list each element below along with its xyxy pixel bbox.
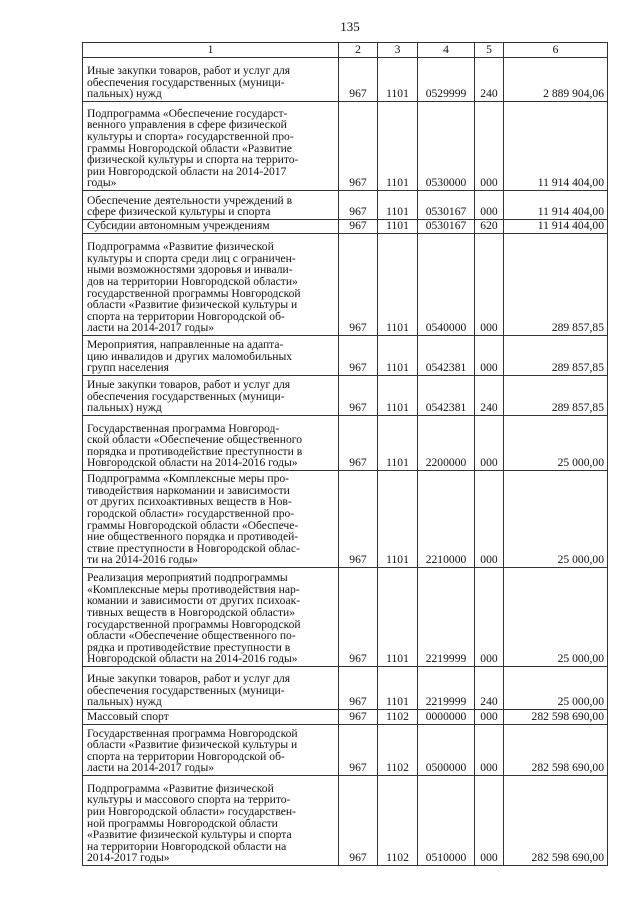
row-code-2: 967: [339, 220, 378, 234]
table-body: [83, 58, 608, 866]
row-code-2: 967: [339, 725, 378, 776]
table-row: [83, 725, 608, 776]
row-code-3: 1102: [378, 725, 418, 776]
row-code-5: 000: [475, 776, 504, 866]
table-row: [83, 234, 608, 336]
row-code-3: 1101: [378, 667, 418, 710]
row-code-3: 1101: [378, 220, 418, 234]
row-code-2: 967: [339, 102, 378, 191]
row-code-3: 1101: [378, 58, 418, 102]
row-code-2: 967: [339, 667, 378, 710]
row-code-4: 2219999: [418, 568, 475, 667]
table-row: [83, 191, 608, 220]
table-header: [83, 43, 608, 58]
row-code-2: 967: [339, 710, 378, 725]
header-col-2: 2: [339, 43, 378, 58]
row-code-2: 967: [339, 568, 378, 667]
budget-table: [82, 42, 608, 866]
row-amount: 11 914 404,00: [504, 102, 608, 191]
row-amount: 25 000,00: [504, 416, 608, 471]
row-code-2: 967: [339, 376, 378, 416]
row-code-5: 000: [475, 102, 504, 191]
row-code-5: 000: [475, 725, 504, 776]
row-name: Иные закупки товаров, работ и услуг для обеспечения государственных (муници- пальных) нужд: [83, 376, 339, 416]
table-row: [83, 667, 608, 710]
table-row: [83, 102, 608, 191]
row-amount: 282 598 690,00: [504, 710, 608, 725]
row-code-3: 1101: [378, 471, 418, 568]
row-code-5: 000: [475, 710, 504, 725]
row-name: Подпрограмма «Развитие физической культуры и массового спорта на террито- рии Новгородской области» государствен- ной программы Новгородской области «Развитие физической культуры и спорта на территории Новгородской области на 2014-2017 годы»: [83, 776, 339, 866]
table-row: [83, 776, 608, 866]
page-number: 135: [340, 19, 360, 34]
row-code-3: 1101: [378, 416, 418, 471]
row-name: Подпрограмма «Комплексные меры про- тиводействия наркомании и зависимости от других психоактивных веществ в Нов- городской области» государственной про- граммы Новгородской области «Обеспече- ние общественного порядка и противодей- ствие преступности в Новгородской облас- ти на 2014-2016 годы»: [83, 471, 339, 568]
row-code-4: 0542381: [418, 336, 475, 376]
row-amount: 289 857,85: [504, 376, 608, 416]
row-code-4: 0530000: [418, 102, 475, 191]
row-name: Мероприятия, направленные на адапта- цию инвалидов и других маломобильных групп населения: [83, 336, 339, 376]
row-code-3: 1101: [378, 568, 418, 667]
row-amount: 25 000,00: [504, 471, 608, 568]
row-amount: 2 889 904,06: [504, 58, 608, 102]
table-row: [83, 376, 608, 416]
row-code-3: 1101: [378, 102, 418, 191]
row-name: Субсидии автономным учреждениям: [83, 220, 339, 234]
row-code-5: 240: [475, 667, 504, 710]
row-code-5: 620: [475, 220, 504, 234]
row-amount: 11 914 404,00: [504, 220, 608, 234]
row-code-4: 0529999: [418, 58, 475, 102]
row-code-3: 1102: [378, 776, 418, 866]
row-amount: 25 000,00: [504, 667, 608, 710]
row-code-2: 967: [339, 336, 378, 376]
row-code-2: 967: [339, 416, 378, 471]
row-code-4: 2210000: [418, 471, 475, 568]
row-code-5: 000: [475, 234, 504, 336]
header-col-3: 3: [378, 43, 418, 58]
row-code-5: 000: [475, 191, 504, 220]
row-name: Государственная программа Новгородской области «Развитие физической культуры и спорта на территории Новгородской об- ласти на 2014-2017 годы»: [83, 725, 339, 776]
row-code-5: 000: [475, 336, 504, 376]
row-code-2: 967: [339, 471, 378, 568]
row-name: Подпрограмма «Развитие физической культуры и спорта среди лиц с ограничен- ными возможностями здоровья и инвали- дов на территории Новгородской области» государственной программы Новгородской области «Развитие физической культуры и спорта на территории Новгородской об- ласти на 2014-2017 годы»: [83, 234, 339, 336]
row-name: Иные закупки товаров, работ и услуг для обеспечения государственных (муници- пальных) нужд: [83, 58, 339, 102]
row-code-3: 1101: [378, 376, 418, 416]
table-row: [83, 568, 608, 667]
row-name: Государственная программа Новгород- ской области «Обеспечение общественного порядка и противодействие преступности в Новгородской области на 2014-2016 годы»: [83, 416, 339, 471]
row-name: Иные закупки товаров, работ и услуг для обеспечения государственных (муници- пальных) нужд: [83, 667, 339, 710]
row-code-4: 0500000: [418, 725, 475, 776]
row-code-3: 1101: [378, 336, 418, 376]
row-name: Массовый спорт: [83, 710, 339, 725]
row-code-4: 2200000: [418, 416, 475, 471]
row-code-5: 000: [475, 568, 504, 667]
row-amount: 289 857,85: [504, 336, 608, 376]
row-code-5: 000: [475, 471, 504, 568]
row-code-5: 240: [475, 58, 504, 102]
row-amount: 289 857,85: [504, 234, 608, 336]
row-code-2: 967: [339, 776, 378, 866]
row-amount: 25 000,00: [504, 568, 608, 667]
row-name: Подпрограмма «Обеспечение государст- венного управления в сфере физической культуры и спорта» государственной про- граммы Новгородской области «Развитие физической культуры и спорта на террито- рии Новгородской области на 2014-2017 годы»: [83, 102, 339, 191]
row-code-4: 2219999: [418, 667, 475, 710]
row-amount: 11 914 404,00: [504, 191, 608, 220]
header-col-1: 1: [83, 43, 339, 58]
table-row: [83, 220, 608, 234]
row-code-5: 240: [475, 376, 504, 416]
table-row: [83, 336, 608, 376]
row-amount: 282 598 690,00: [504, 725, 608, 776]
row-code-4: 0510000: [418, 776, 475, 866]
row-code-2: 967: [339, 234, 378, 336]
table-row: [83, 710, 608, 725]
header-col-4: 4: [418, 43, 475, 58]
row-code-4: 0542381: [418, 376, 475, 416]
row-code-2: 967: [339, 58, 378, 102]
row-code-4: 0530167: [418, 191, 475, 220]
table-row: [83, 471, 608, 568]
header-col-5: 5: [475, 43, 504, 58]
row-code-4: 0540000: [418, 234, 475, 336]
table-row: [83, 416, 608, 471]
row-code-3: 1102: [378, 710, 418, 725]
row-code-2: 967: [339, 191, 378, 220]
row-code-4: 0530167: [418, 220, 475, 234]
row-code-3: 1101: [378, 234, 418, 336]
row-name: Обеспечение деятельности учреждений в сфере физической культуры и спорта: [83, 191, 339, 220]
table-row: [83, 58, 608, 102]
row-code-5: 000: [475, 416, 504, 471]
row-amount: 282 598 690,00: [504, 776, 608, 866]
row-code-4: 0000000: [418, 710, 475, 725]
row-code-3: 1101: [378, 191, 418, 220]
header-col-6: 6: [504, 43, 608, 58]
row-name: Реализация мероприятий подпрограммы «Комплексные меры противодействия нар- комании и зависимости от других психоак- тивных веществ в Новгородской области» государственной программы Новгородской области «Обеспечение общественного по- рядка и противодействие преступности в Новгородской области на 2014-2016 годы»: [83, 568, 339, 667]
